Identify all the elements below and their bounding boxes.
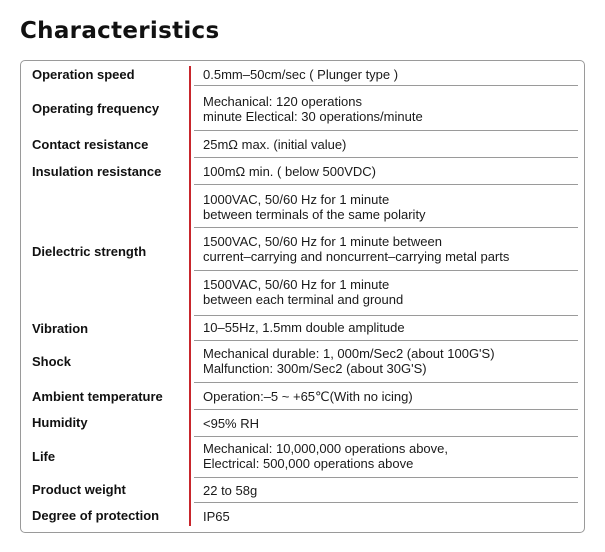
row-label: Dielectric strength bbox=[32, 244, 147, 259]
row-product-weight bbox=[26, 478, 578, 503]
value-line: 10–55Hz, 1.5mm double amplitude bbox=[203, 320, 405, 335]
row-label: Operation speed bbox=[32, 67, 135, 82]
value-line: between each terminal and ground bbox=[203, 292, 404, 307]
row-value bbox=[203, 441, 448, 471]
value-line: 1500VAC, 50/60 Hz for 1 minute bbox=[203, 277, 390, 292]
row-label: Humidity bbox=[32, 415, 88, 430]
value-line: 25mΩ max. (initial value) bbox=[203, 137, 347, 152]
row-label: Product weight bbox=[32, 482, 126, 497]
row-value bbox=[203, 94, 423, 124]
value-line: 22 to 58g bbox=[203, 483, 258, 498]
row-value-group-2 bbox=[203, 234, 509, 264]
sub-divider bbox=[194, 270, 578, 271]
value-line: Operation:–5 ~ +65℃(With no icing) bbox=[203, 389, 413, 404]
row-label: Degree of protection bbox=[32, 508, 160, 523]
row-label: Contact resistance bbox=[32, 137, 149, 152]
value-line: minute Electical: 30 operations/minute bbox=[203, 109, 423, 124]
value-line: 1000VAC, 50/60 Hz for 1 minute bbox=[203, 192, 390, 207]
value-line: 0.5mm–50cm/sec ( Plunger type ) bbox=[203, 67, 399, 82]
sub-divider bbox=[194, 227, 578, 228]
value-line: Mechanical: 120 operations bbox=[203, 94, 362, 109]
value-line: Mechanical: 10,000,000 operations above, bbox=[203, 441, 449, 456]
row-label: Vibration bbox=[32, 321, 89, 336]
value-line: Mechanical durable: 1, 000m/Sec2 (about 100G'S) bbox=[203, 346, 495, 361]
row-value bbox=[203, 164, 376, 179]
row-value bbox=[203, 416, 259, 431]
row-label: Shock bbox=[32, 354, 72, 369]
row-humidity bbox=[26, 410, 578, 437]
row-label: Ambient temperature bbox=[32, 389, 163, 404]
row-value-group-1 bbox=[203, 192, 426, 222]
row-value bbox=[203, 389, 413, 404]
row-label: Operating frequency bbox=[32, 101, 160, 116]
value-line: 100mΩ min. ( below 500VDC) bbox=[203, 164, 377, 179]
row-degree-of-protection bbox=[26, 503, 578, 529]
value-line: Malfunction: 300m/Sec2 (about 30G'S) bbox=[203, 361, 427, 376]
value-line: current–carrying and noncurrent–carrying metal parts bbox=[203, 249, 510, 264]
value-line: between terminals of the same polarity bbox=[203, 207, 426, 222]
value-line: IP65 bbox=[203, 509, 230, 524]
row-value bbox=[203, 137, 346, 152]
row-value bbox=[203, 346, 495, 376]
row-label: Insulation resistance bbox=[32, 164, 162, 179]
row-value bbox=[203, 320, 405, 335]
value-line: <95% RH bbox=[203, 416, 259, 431]
value-line: 1500VAC, 50/60 Hz for 1 minute between bbox=[203, 234, 442, 249]
row-value-group-3 bbox=[203, 277, 403, 307]
row-value bbox=[203, 483, 257, 498]
page-title: Characteristics bbox=[20, 18, 220, 44]
row-label: Life bbox=[32, 449, 56, 464]
row-value bbox=[203, 509, 230, 524]
value-line: Electrical: 500,000 operations above bbox=[203, 456, 414, 471]
row-value bbox=[203, 67, 398, 82]
